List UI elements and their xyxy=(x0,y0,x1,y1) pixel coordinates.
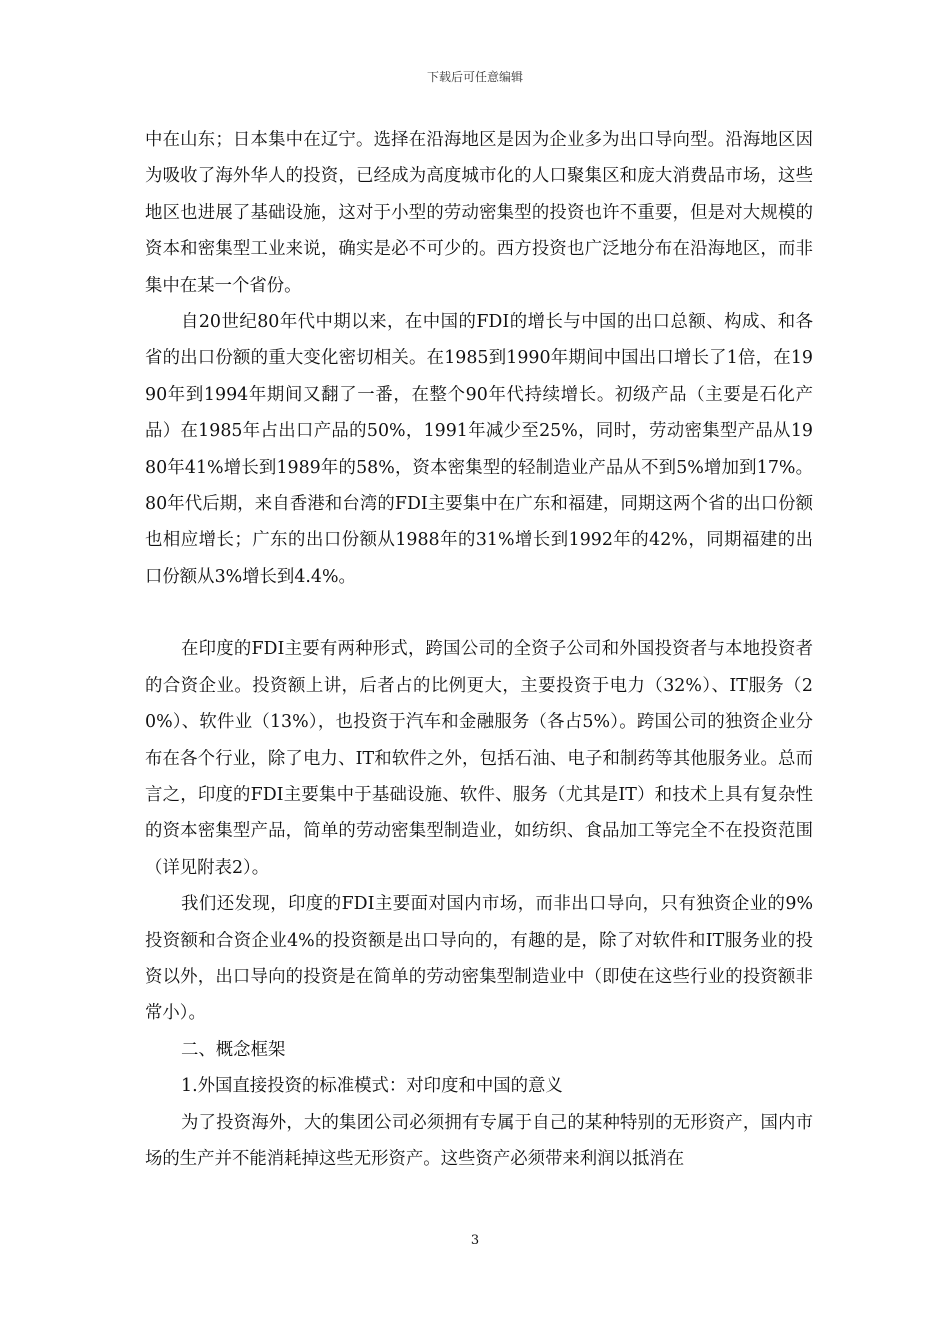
subsection-heading: 1.外国直接投资的标准模式：对印度和中国的意义 xyxy=(181,1076,563,1097)
paragraph-india-fdi-forms: 在印度的FDI主要有两种形式，跨国公司的全资子公司和外国投资者与本地投资者的合资企业。投资额上讲，后者占的比例更大，主要投资于电力（32%）、IT服务（20%）、软件业（13%），也投资于汽车和金融服务（各占5%）。跨国公司的独资企业分布在各个行业，除了电力、IT和软件之外，包括石油、电子和制药等其他服务业。总而言之，印度的FDI主要集中于基础设施、软件、服务（尤其是IT）和技术上具有复杂性的资本密集型产品，简单的劳动密集型制造业，如纺织、食品加工等完全不在投资范围（详见附表2）。 xyxy=(145,639,813,878)
section-heading: 二、概念框架 xyxy=(181,1039,286,1060)
document-body xyxy=(145,122,813,1177)
paragraph-continuation: 中在山东；日本集中在辽宁。选择在沿海地区是因为企业多为出口导向型。沿海地区因为吸收了海外华人的投资，已经成为高度城市化的人口聚集区和庞大消费品市场，这些地区也进展了基础设施，这对于小型的劳动密集型的投资也许不重要，但是对大规模的资本和密集型工业来说，确实是必不可少的。西方投资也广泛地分布在沿海地区，而非集中在某一个省份。 xyxy=(145,130,813,296)
page-number: 3 xyxy=(470,1233,480,1248)
paragraph-china-exports: 自20世纪80年代中期以来，在中国的FDI的增长与中国的出口总额、构成、和各省的出口份额的重大变化密切相关。在1985到1990年期间中国出口增长了1倍，在1990年到1994年期间又翻了一番，在整个90年代持续增长。初级产品（主要是石化产品）在1985年占出口产品的50%，1991年减少至25%，同时，劳动密集型产品从1980年41%增长到1989年的58%，资本密集型的轻制造业产品从不到5%增加到17%。80年代后期，来自香港和台湾的FDI主要集中在广东和福建，同期这两个省的出口份额也相应增长；广东的出口份额从1988年的31%增长到1992年的42%，同期福建的出口份额从3%增长到4.4%。 xyxy=(145,312,813,587)
page-header: 下载后可任意编辑 xyxy=(426,70,523,84)
paragraph-india-domestic-market: 我们还发现，印度的FDI主要面对国内市场，而非出口导向，只有独资企业的9%投资额和合资企业4%的投资额是出口导向的，有趣的是，除了对软件和IT服务业的投资以外，出口导向的投资是在简单的劳动密集型制造业中（即使在这些行业的投资额非常小）。 xyxy=(145,894,813,1024)
paragraph-intangible-assets: 为了投资海外，大的集团公司必须拥有专属于自己的某种特别的无形资产，国内市场的生产并不能消耗掉这些无形资产。这些资产必须带来利润以抵消在 xyxy=(145,1112,813,1169)
